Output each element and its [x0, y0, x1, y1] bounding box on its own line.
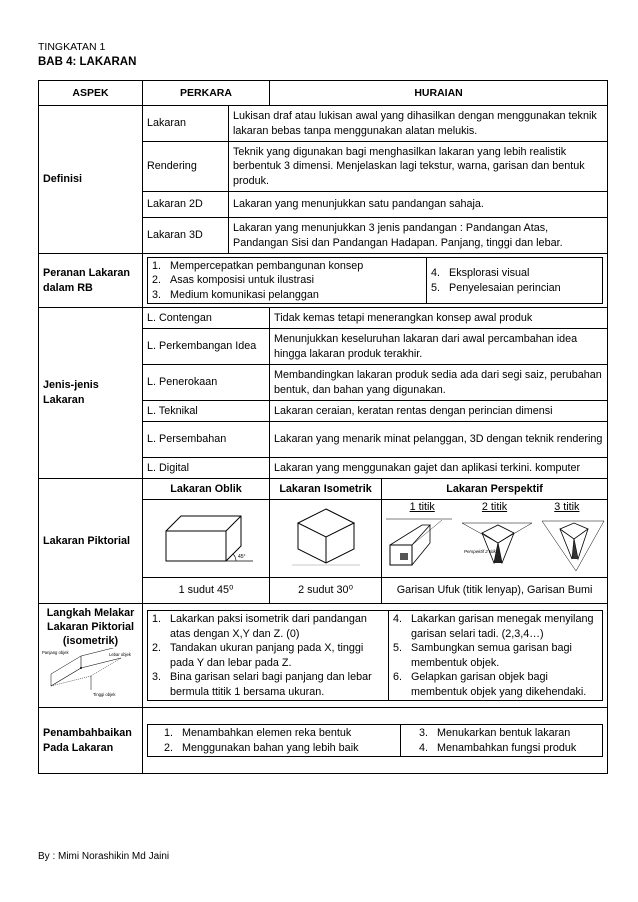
penambahbaikan-list-cell [143, 708, 608, 774]
perspektif-note: Perspektif 2 titik [464, 548, 496, 554]
perspektif-labels [382, 500, 607, 515]
huraian-cell: Lakaran ceraian, keratan rentas dengan perincian dimensi [270, 401, 608, 422]
perspective-figures [382, 515, 606, 573]
isometric-box-figure [288, 503, 364, 569]
langkah-list-right [393, 612, 598, 699]
isometrik-figure-cell [270, 500, 382, 578]
perkara-cell: Lakaran 3D [143, 218, 229, 254]
perkara-cell: L. Contengan [143, 308, 270, 329]
huraian-cell: Lakaran yang menunjukkan 3 jenis pandangan : Pandangan Atas, Pandangan Sisi dan Pandangan Hadapan. Panjang, tinggi dan lebar. [229, 218, 608, 254]
table-row [39, 604, 608, 708]
huraian-cell: Lukisan draf atau lukisan awal yang dihasilkan dengan menggunakan teknik lakaran bebas tanpa menggunakan alatan melukis. [229, 106, 608, 142]
peranan-list-left [152, 259, 422, 303]
titik1-label: 1 titik [409, 501, 435, 513]
perkara-cell: Rendering [143, 142, 229, 192]
oblik-angle-label: 45° [238, 554, 246, 561]
perkara-cell: Lakaran 2D [143, 192, 229, 218]
oblik-heading: Lakaran Oblik [143, 479, 270, 500]
list-item: 2. Tandakan ukuran panjang pada X, tinggi pada Y dan lebar pada Z. [152, 642, 364, 669]
table-row [39, 106, 608, 142]
list-item: 1. Mempercepatkan pembangunan konsep [152, 259, 364, 272]
diagram-label-tinggi: Tinggi objek [93, 692, 116, 698]
header-huraian: HURAIAN [270, 81, 608, 106]
huraian-cell: Tidak kemas tetapi menerangkan konsep awal produk [270, 308, 608, 329]
list-item: 1. Lakarkan paksi isometrik dari pandangan atas dengan X,Y dan Z. (0) [152, 612, 367, 640]
huraian-cell: Teknik yang digunakan bagi menghasilkan lakaran yang lebih realistik berbentuk 3 dimensi. Menjelaskan lagi tekstur, warna, garisan dan bentuk produk. [229, 142, 608, 192]
oblik-figure-cell [143, 500, 270, 578]
one-point-perspective-figure [386, 519, 452, 565]
penambahbaikan-list-left [164, 726, 396, 755]
penambahbaikan-list-right [419, 726, 598, 755]
titik3-label: 3 titik [554, 501, 580, 513]
aspect-penambahbaikan: Penambahbaikan Pada Lakaran [39, 708, 143, 774]
peranan-list-right [431, 266, 598, 295]
perkara-cell: L. Teknikal [143, 401, 270, 422]
list-item: 5. Sambungkan semua garisan bagi membentuk objek. [393, 642, 572, 669]
two-point-perspective-figure [462, 523, 532, 563]
list-item: 4. Eksplorasi visual [431, 266, 530, 279]
header-perkara: PERKARA [143, 81, 270, 106]
oblik-box-figure [156, 506, 256, 566]
oblik-caption: 1 sudut 45⁰ [143, 578, 270, 604]
lakaran-table [38, 80, 608, 774]
list-item: 5. Penyelesaian perincian [431, 281, 561, 294]
list-item: 4. Menambahkan fungsi produk [419, 741, 577, 754]
perspektif-figure-cell [382, 500, 608, 578]
table-row [39, 254, 608, 308]
huraian-cell: Lakaran yang menggunakan gajet dan aplikasi terkini. komputer [270, 458, 608, 479]
list-item: 3. Bina garisan selari bagi panjang dan lebar bermula ttitik 1 bersama ukuran. [152, 671, 372, 698]
langkah-list-left [152, 612, 384, 699]
table-row [39, 308, 608, 329]
table-row [39, 708, 608, 774]
titik2-label: 2 titik [481, 501, 508, 513]
huraian-cell: Menunjukkan keseluruhan lakaran dari awal percambahan idea hingga lakaran produk terakhir. [270, 329, 608, 365]
perkara-cell: L. Digital [143, 458, 270, 479]
diagram-label-lebar: Lebar objek [109, 652, 131, 658]
list-item: 3. Menukarkan bentuk lakaran [419, 727, 571, 740]
peranan-list-cell [143, 254, 608, 308]
perkara-cell: L. Persembahan [143, 422, 270, 458]
list-item: 4. Lakarkan garisan menegak menyilang garisan selari tadi. (2,3,4…) [393, 612, 594, 640]
aspect-langkah: Langkah Melakar Lakaran Piktorial (isometrik) [46, 607, 135, 648]
table-header-row [39, 81, 608, 106]
isometric-steps-figure [41, 648, 139, 698]
huraian-cell: Membandingkan lakaran produk sedia ada dari segi saiz, perubahan bentuk, dan bahan yang digunakan. [270, 365, 608, 401]
list-item: 3. Medium komunikasi pelanggan [152, 288, 319, 301]
list-item: 1. Menambahkan elemen reka bentuk [164, 727, 352, 740]
table-row [39, 479, 608, 500]
aspect-jenis: Jenis-jenis Lakaran [39, 308, 143, 479]
level-label: TINGKATAN 1 [38, 41, 106, 53]
aspect-peranan: Peranan Lakaran dalam RB [39, 254, 143, 308]
huraian-cell: Lakaran yang menunjukkan satu pandangan sahaja. [229, 192, 608, 218]
perkara-cell: L. Penerokaan [143, 365, 270, 401]
huraian-cell: Lakaran yang menarik minat pelanggan, 3D dengan teknik rendering [270, 422, 608, 458]
list-item: 2. Menggunakan bahan yang lebih baik [164, 741, 359, 754]
header-aspek: ASPEK [39, 81, 143, 106]
list-item: 6. Gelapkan garisan objek bagi membentuk objek yang dikehendaki. [393, 671, 587, 698]
perspektif-heading: Lakaran Perspektif [382, 479, 608, 500]
langkah-list-cell [143, 604, 608, 708]
isometrik-caption: 2 sudut 30⁰ [270, 578, 382, 604]
aspect-langkah-cell [39, 604, 143, 708]
diagram-label-panjang: Panjang objek [42, 650, 69, 656]
three-point-perspective-figure [542, 521, 604, 571]
aspect-piktorial: Lakaran Piktorial [39, 479, 143, 604]
aspect-definisi: Definisi [39, 106, 143, 254]
list-item: 2. Asas komposisi untuk ilustrasi [152, 274, 315, 287]
perkara-cell: L. Perkembangan Idea [143, 329, 270, 365]
perspektif-caption: Garisan Ufuk (titik lenyap), Garisan Bumi [382, 578, 608, 604]
isometrik-heading: Lakaran Isometrik [270, 479, 382, 500]
footer-author: By : Mimi Norashikin Md Jaini [38, 851, 170, 862]
chapter-title: BAB 4: LAKARAN [38, 56, 137, 68]
perkara-cell: Lakaran [143, 106, 229, 142]
